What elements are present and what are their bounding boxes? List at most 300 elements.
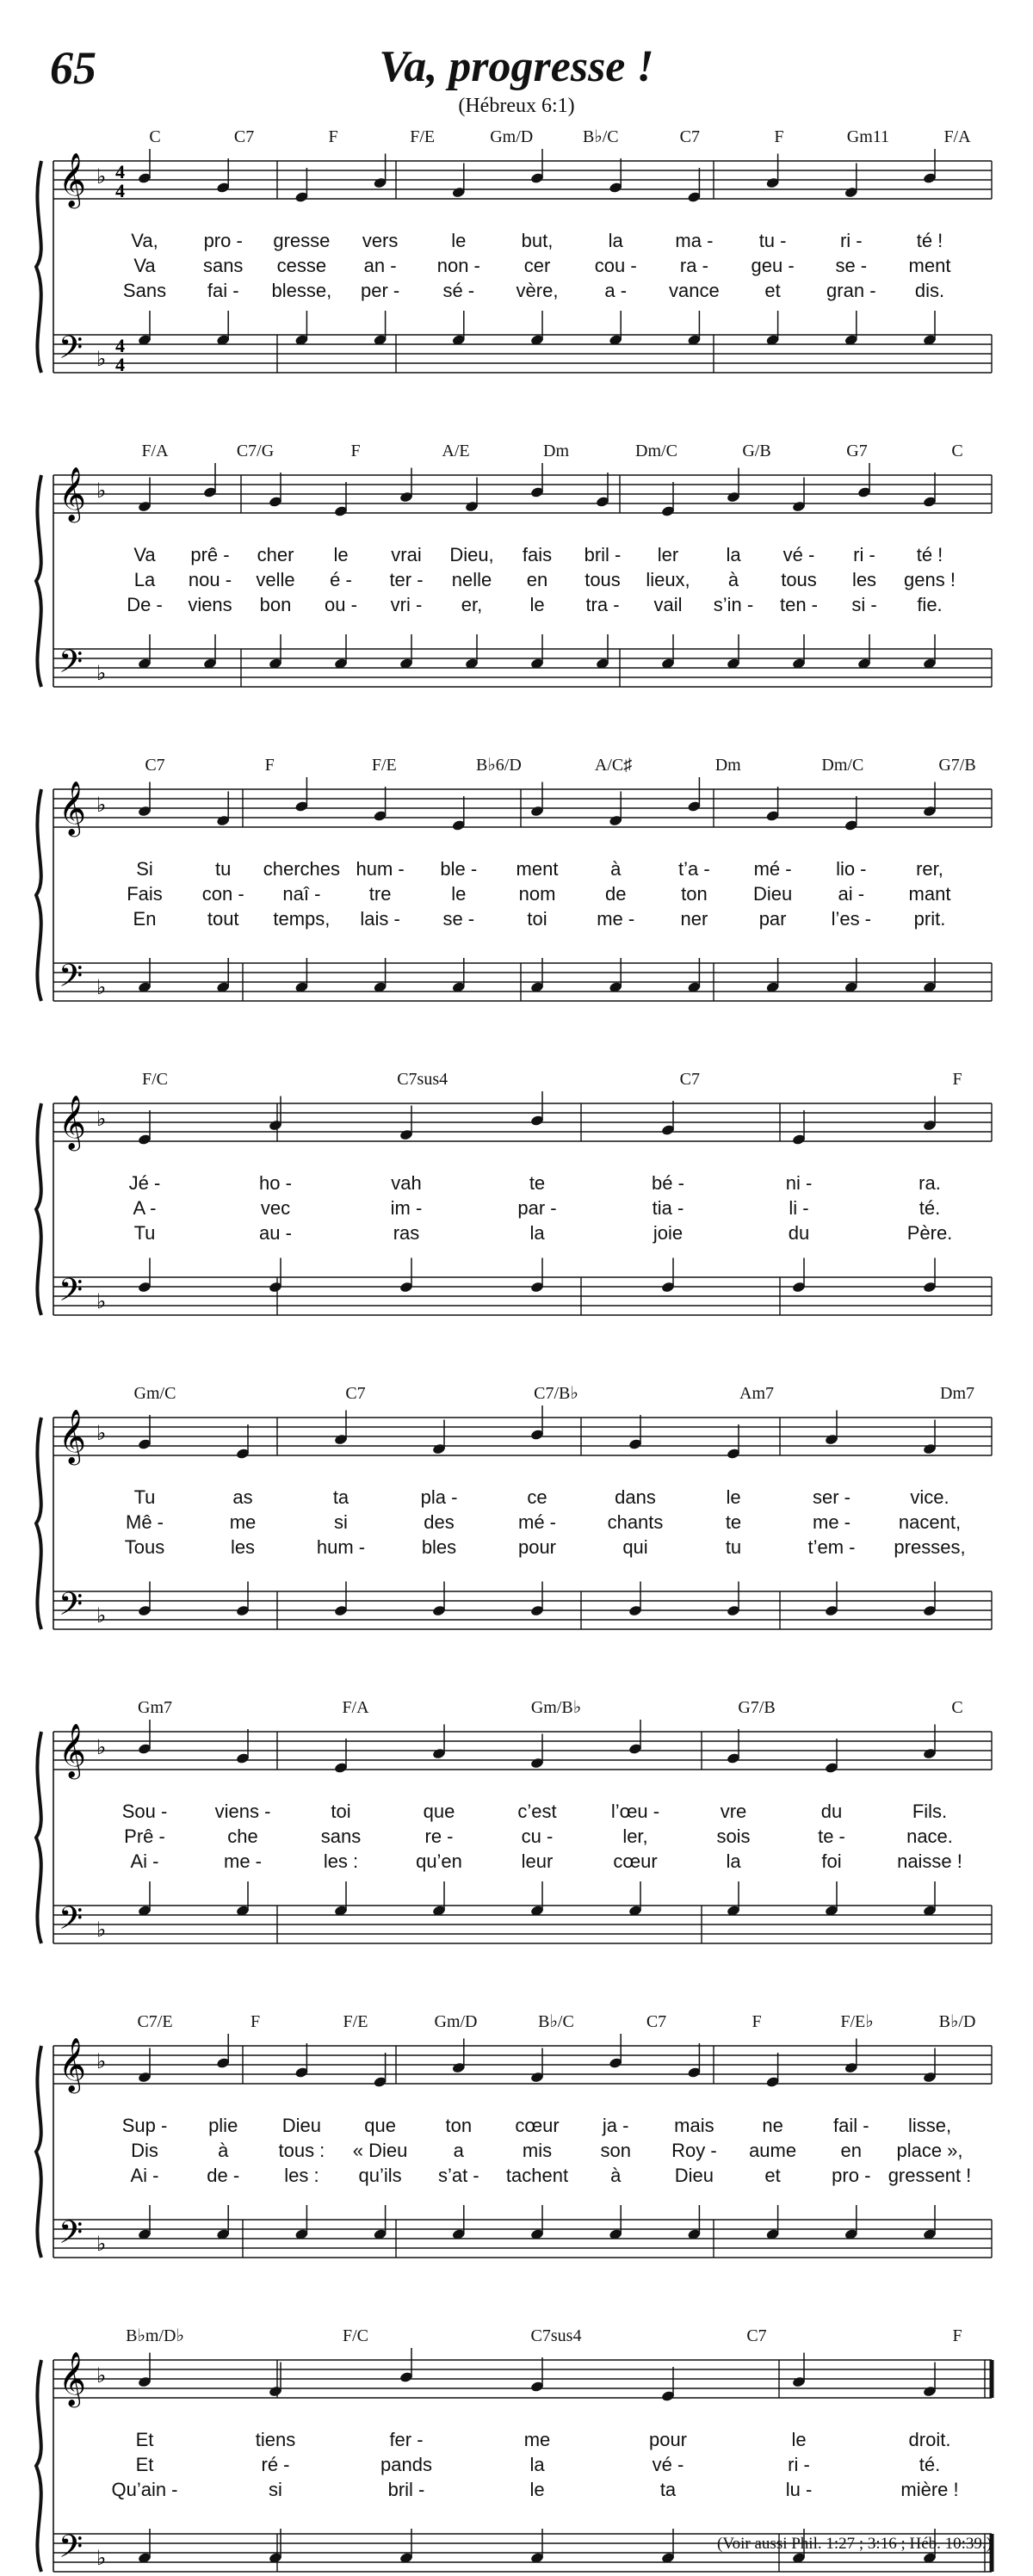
brace (36, 1103, 41, 1315)
lyric-syllable: ri - (788, 2454, 810, 2475)
lyric-syllable: du (820, 1801, 843, 1822)
lyric-syllable: tia - (652, 1197, 684, 1219)
lyric-syllable: cesse (276, 255, 327, 276)
lyric-syllable: naisse ! (897, 1850, 962, 1872)
chord-symbol: F/E (343, 2012, 368, 2031)
lyric-syllable: Dieu (281, 2115, 322, 2136)
lyric-syllable: que (423, 1801, 455, 1822)
lyric-syllable: Ai - (130, 2165, 159, 2186)
lyric-syllable: ne (762, 2115, 783, 2136)
lyric-syllable: Et (135, 2429, 154, 2450)
lyric-syllable: les : (323, 1850, 359, 1872)
lyric-syllable: blesse, (271, 280, 332, 301)
chord-symbol: Gm/C (133, 1384, 176, 1403)
lyric-syllable: gens ! (904, 569, 956, 590)
lyric-syllable: des (424, 1511, 455, 1533)
lyric-syllable: fail - (833, 2115, 869, 2136)
lyric-syllable: de - (207, 2165, 240, 2186)
lyric-syllable: velle (256, 569, 295, 590)
lyric-syllable: la (529, 1222, 545, 1244)
chord-symbol: Dm (714, 756, 741, 775)
lyric-syllable: et (764, 2165, 781, 2186)
lyric-syllable: ter - (389, 569, 424, 590)
lyric-syllable: les : (284, 2165, 319, 2186)
chord-symbol: Dm (543, 442, 569, 460)
lyric-syllable: nom (518, 883, 556, 905)
treble-clef-icon: 𝄞 (59, 2037, 86, 2091)
lyric-syllable: tous : (278, 2140, 325, 2161)
lyric-syllable: vé - (782, 544, 815, 565)
chord-symbol: C7/E (137, 2012, 173, 2031)
scripture-reference: (Hébreux 6:1) (458, 95, 575, 117)
lyric-syllable: ras (393, 1222, 420, 1244)
lyric-syllable: Jé - (128, 1172, 161, 1194)
lyric-syllable: l’œu - (610, 1801, 660, 1822)
lyric-syllable: le (451, 230, 467, 251)
lyric-syllable: mais (674, 2115, 714, 2136)
lyric-syllable: pro - (832, 2165, 871, 2186)
lyric-syllable: Si (136, 858, 153, 880)
chord-symbol: C7 (679, 127, 701, 146)
chord-symbol: Gm/D (490, 127, 534, 146)
lyric-syllable: Dieu (752, 883, 793, 905)
lyric-syllable: Tu (133, 1222, 156, 1244)
lyric-syllable: viens (188, 594, 232, 615)
music-system (36, 756, 992, 1002)
lyric-syllable: Fils. (912, 1801, 948, 1822)
lyric-syllable: me - (597, 908, 635, 930)
music-system (36, 442, 992, 688)
lyric-syllable: fais (522, 544, 553, 565)
lyric-syllable: leur (521, 1850, 554, 1872)
lyric-syllable: vri - (390, 594, 423, 615)
chord-symbol: A/E (442, 442, 470, 460)
lyric-syllable: De - (127, 594, 163, 615)
bass-clef-icon: 𝄢 (59, 330, 84, 374)
lyric-syllable: cher (257, 544, 294, 565)
flat-icon: ♭ (96, 166, 107, 188)
chord-symbol: C7 (679, 1070, 701, 1089)
lyric-syllable: aume (749, 2140, 797, 2161)
lyric-syllable: é - (330, 569, 352, 590)
chord-symbol: G7 (846, 442, 868, 460)
lyric-syllable: vé - (652, 2454, 684, 2475)
lyric-syllable: chants (607, 1511, 664, 1533)
lyric-syllable: té ! (916, 230, 943, 251)
lyric-syllable: bon (259, 594, 292, 615)
lyric-syllable: de (604, 883, 627, 905)
chord-symbol: B♭/C (538, 2012, 574, 2031)
chord-symbol: F/A (943, 127, 971, 146)
lyric-syllable: cœur (613, 1850, 658, 1872)
lyric-syllable: hum - (356, 858, 405, 880)
lyric-syllable: cherches (263, 858, 341, 880)
chord-symbol: G7/B (738, 1698, 776, 1717)
lyric-syllable: t’em - (807, 1536, 856, 1558)
lyric-syllable: a - (604, 280, 628, 301)
lyric-syllable: mant (908, 883, 951, 905)
lyric-syllable: fai - (207, 280, 239, 301)
lyric-syllable: ré - (261, 2454, 290, 2475)
lyric-syllable: té. (919, 1197, 941, 1219)
chord-symbol: F (752, 2012, 762, 2031)
lyric-syllable: hum - (316, 1536, 366, 1558)
lyric-syllable: geu - (751, 255, 795, 276)
music-system (36, 127, 992, 375)
chord-symbol: C7sus4 (397, 1070, 448, 1089)
chord-symbol: B♭6/D (476, 756, 522, 775)
chord-symbol: F (774, 127, 784, 146)
lyric-syllable: en (526, 569, 548, 590)
flat-icon: ♭ (96, 663, 107, 685)
lyric-syllable: ton (445, 2115, 473, 2136)
lyric-syllable: place », (896, 2140, 963, 2161)
lyric-syllable: Père. (906, 1222, 953, 1244)
chord-symbol: F (328, 127, 338, 146)
lyric-syllable: mière ! (900, 2479, 959, 2500)
time-signature: 4 (115, 180, 125, 201)
flat-icon: ♭ (96, 1605, 107, 1628)
lyric-syllable: Dieu, (449, 544, 494, 565)
chord-symbol: B♭m/D♭ (126, 2326, 184, 2345)
lyric-syllable: tu - (758, 230, 787, 251)
brace (36, 789, 41, 1001)
lyric-syllable: gresse (273, 230, 331, 251)
treble-clef-icon: 𝄞 (59, 2351, 86, 2406)
lyric-syllable: En (133, 908, 157, 930)
lyric-syllable: foi (821, 1850, 842, 1872)
lyric-syllable: vère, (516, 280, 559, 301)
lyric-syllable: Va, (131, 230, 158, 251)
lyric-syllable: vice. (910, 1486, 949, 1508)
lyric-syllable: Mê - (126, 1511, 164, 1533)
treble-clef-icon: 𝄞 (59, 1095, 86, 1149)
chord-symbol: Gm/B♭ (530, 1698, 582, 1717)
lyric-syllable: tre (368, 883, 392, 905)
lyric-syllable: nelle (451, 569, 492, 590)
lyric-syllable: en (840, 2140, 863, 2161)
music-system (36, 1698, 992, 1944)
brace (36, 475, 41, 687)
lyric-syllable: cer (523, 255, 551, 276)
lyric-syllable: ou - (325, 594, 357, 615)
lyric-syllable: joie (653, 1222, 684, 1244)
lyric-syllable: se - (442, 908, 475, 930)
lyric-syllable: Tous (124, 1536, 165, 1558)
flat-icon: ♭ (96, 480, 107, 503)
lyric-syllable: Dis (131, 2140, 158, 2161)
lyric-syllable: tu (725, 1536, 742, 1558)
treble-clef-icon: 𝄞 (59, 466, 86, 521)
flat-icon: ♭ (96, 349, 107, 371)
lyric-syllable: Sans (122, 280, 167, 301)
lyric-syllable: pour (517, 1536, 557, 1558)
lyric-syllable: ler, (622, 1825, 648, 1847)
time-signature: 4 (115, 335, 125, 356)
footnote: (Voir aussi Phil. 1:27 ; 3:16 ; Héb. 10:39.) (717, 2535, 992, 2553)
lyric-syllable: re - (424, 1825, 454, 1847)
lyric-syllable: me (523, 2429, 551, 2450)
lyric-syllable: qui (622, 1536, 648, 1558)
lyric-syllable: Roy - (671, 2140, 717, 2161)
lyric-syllable: Et (135, 2454, 154, 2475)
lyric-syllable: ser - (813, 1486, 851, 1508)
lyric-syllable: ri - (853, 544, 875, 565)
lyric-syllable: plie (208, 2115, 238, 2136)
lyric-syllable: lu - (785, 2479, 813, 2500)
treble-clef-icon: 𝄞 (59, 152, 86, 207)
chord-symbol: F/E (371, 756, 397, 775)
flat-icon: ♭ (96, 2051, 107, 2073)
chord-symbol: B♭/D (938, 2012, 976, 2031)
lyric-syllable: Ai - (130, 1850, 159, 1872)
lyric-syllable: Sou - (121, 1801, 168, 1822)
lyric-syllable: Va (133, 255, 156, 276)
flat-icon: ♭ (96, 1919, 107, 1942)
chord-symbol: F/A (342, 1698, 369, 1717)
time-signature: 4 (115, 354, 125, 375)
chord-symbol: C7 (746, 2326, 767, 2345)
lyric-syllable: pla - (420, 1486, 458, 1508)
chord-symbol: C7 (345, 1384, 366, 1403)
flat-icon: ♭ (96, 1423, 107, 1445)
lyric-syllable: te (725, 1511, 742, 1533)
brace (36, 2046, 41, 2258)
lyric-syllable: ble - (440, 858, 478, 880)
chord-symbol: C7sus4 (530, 2326, 582, 2345)
lyric-syllable: temps, (273, 908, 331, 930)
lyric-syllable: viens - (214, 1801, 271, 1822)
lyric-syllable: ri - (839, 230, 863, 251)
chord-symbol: F (350, 442, 361, 460)
lyric-syllable: si - (851, 594, 877, 615)
music-system (36, 2012, 992, 2258)
lyric-syllable: vers (362, 230, 399, 251)
chord-symbol: F (952, 1070, 962, 1089)
lyric-syllable: ner (680, 908, 708, 930)
chord-symbol: Dm7 (940, 1384, 974, 1403)
lyric-syllable: pour (648, 2429, 688, 2450)
lyric-syllable: ja - (602, 2115, 629, 2136)
chord-symbol: G/B (742, 442, 771, 460)
lyric-syllable: Fais (127, 883, 163, 905)
lyric-syllable: li - (789, 1197, 809, 1219)
lyric-syllable: vrai (391, 544, 422, 565)
lyric-syllable: par (758, 908, 787, 930)
lyric-syllable: nou - (188, 569, 232, 590)
flat-icon: ♭ (96, 1737, 107, 1759)
lyric-syllable: à (218, 2140, 229, 2161)
lyric-syllable: gressent ! (888, 2165, 972, 2186)
chord-symbol: Am7 (739, 1384, 774, 1403)
lyric-syllable: Prê - (124, 1825, 165, 1847)
lyric-syllable: bé - (652, 1172, 684, 1194)
lyric-syllable: toi (527, 908, 547, 930)
hymn-number: 65 (50, 42, 96, 94)
lyric-syllable: au - (259, 1222, 292, 1244)
lyric-syllable: mé - (518, 1511, 556, 1533)
lyric-syllable: me (229, 1511, 257, 1533)
lyric-syllable: mé - (753, 858, 792, 880)
lyric-syllable: vre (720, 1801, 747, 1822)
lyric-syllable: s’at - (437, 2165, 479, 2186)
lyric-syllable: ce (527, 1486, 547, 1508)
chord-symbol: C7 (145, 756, 165, 775)
lyric-syllable: si (334, 1511, 348, 1533)
lyric-syllable: me - (813, 1511, 851, 1533)
chord-symbol: Dm/C (821, 756, 864, 775)
lyric-syllable: tiens (255, 2429, 296, 2450)
lyric-syllable: té. (919, 2454, 941, 2475)
lyric-syllable: sois (716, 1825, 751, 1847)
lyric-syllable: que (364, 2115, 396, 2136)
lyric-syllable: fer - (389, 2429, 424, 2450)
time-signature: 4 (115, 161, 125, 182)
lyric-syllable: la (726, 1850, 741, 1872)
lyric-syllable: La (133, 569, 156, 590)
lyric-syllable: sans (320, 1825, 362, 1847)
treble-clef-icon: 𝄞 (59, 1409, 86, 1463)
lyric-syllable: bril - (584, 544, 622, 565)
lyric-syllable: but, (521, 230, 554, 251)
lyric-syllable: che (227, 1825, 258, 1847)
lyric-syllable: pands (380, 2454, 432, 2475)
lyric-syllable: con - (201, 883, 244, 905)
lyric-syllable: à (610, 858, 622, 880)
lyric-syllable: ta (659, 2479, 677, 2500)
flat-icon: ♭ (96, 977, 107, 999)
treble-clef-icon: 𝄞 (59, 1723, 86, 1777)
lyric-syllable: c’est (517, 1801, 557, 1822)
lyric-syllable: qu’en (416, 1850, 462, 1872)
lyric-syllable: toi (331, 1801, 351, 1822)
lyric-syllable: bles (421, 1536, 457, 1558)
lyric-syllable: prit. (913, 908, 946, 930)
chord-symbol: C (951, 1698, 963, 1717)
lyric-syllable: s’in - (713, 594, 754, 615)
lyric-syllable: ma - (675, 230, 714, 251)
chord-symbol: B♭/C (582, 127, 619, 146)
flat-icon: ♭ (96, 2233, 107, 2256)
lyric-syllable: si (269, 2479, 282, 2500)
lyric-syllable: naî - (282, 883, 321, 905)
brace (36, 161, 41, 373)
lyric-syllable: cu - (521, 1825, 554, 1847)
lyric-syllable: à (727, 569, 739, 590)
lyric-syllable: Qu’ain - (111, 2479, 178, 2500)
lyric-syllable: vance (669, 280, 720, 301)
chord-symbol: F/C (342, 2326, 369, 2345)
lyric-syllable: pro - (203, 230, 243, 251)
bass-clef-icon: 𝄢 (59, 2215, 84, 2258)
lyric-syllable: me - (224, 1850, 262, 1872)
lyric-syllable: qu’ils (358, 2165, 402, 2186)
lyric-syllable: ten - (779, 594, 819, 615)
chord-symbol: C (149, 127, 161, 146)
chord-symbol: C7 (646, 2012, 667, 2031)
flat-icon: ♭ (96, 1291, 107, 1313)
bass-clef-icon: 𝄢 (59, 1272, 84, 1316)
chord-symbol: Gm11 (846, 127, 890, 146)
lyric-syllable: cou - (594, 255, 637, 276)
lyric-syllable: as (232, 1486, 253, 1508)
lyric-syllable: ho - (259, 1172, 292, 1194)
lyric-syllable: et (764, 280, 781, 301)
chord-symbol: C (951, 442, 963, 460)
lyric-syllable: dans (615, 1486, 656, 1508)
lyric-syllable: Tu (133, 1486, 156, 1508)
lyric-syllable: per - (360, 280, 400, 301)
lyric-syllable: te - (818, 1825, 845, 1847)
lyric-syllable: l’es - (831, 908, 872, 930)
flat-icon: ♭ (96, 2548, 107, 2570)
lyric-syllable: le (529, 2479, 545, 2500)
flat-icon: ♭ (96, 794, 107, 817)
lyric-syllable: le (333, 544, 349, 565)
flat-icon: ♭ (96, 1109, 107, 1131)
lyric-syllable: du (788, 1222, 810, 1244)
lyric-syllable: nace. (906, 1825, 953, 1847)
lyric-syllable: le (451, 883, 467, 905)
lyric-syllable: presses, (894, 1536, 966, 1558)
lyric-syllable: droit. (908, 2429, 951, 2450)
flat-icon: ♭ (96, 2365, 107, 2388)
treble-clef-icon: 𝄞 (59, 781, 86, 835)
music-system (36, 1384, 992, 1630)
lyric-syllable: à (610, 2165, 622, 2186)
lyric-syllable: ai - (838, 883, 865, 905)
lyric-syllable: tous (585, 569, 621, 590)
lyric-syllable: le (529, 594, 545, 615)
lyric-syllable: Va (133, 544, 156, 565)
lyric-syllable: gran - (826, 280, 876, 301)
lyric-syllable: fie. (917, 594, 943, 615)
lyric-syllable: dis. (914, 280, 945, 301)
chord-symbol: A/C♯ (594, 756, 633, 775)
lyric-syllable: non - (436, 255, 480, 276)
chord-symbol: F (250, 2012, 261, 2031)
lyric-syllable: tu (215, 858, 232, 880)
lyric-syllable: ta (332, 1486, 349, 1508)
lyric-syllable: tout (207, 908, 239, 930)
lyric-syllable: vail (653, 594, 683, 615)
chord-symbol: Gm/D (434, 2012, 478, 2031)
chord-symbol: F/E (410, 127, 436, 146)
chord-symbol: F/C (141, 1070, 169, 1089)
lyric-syllable: A - (133, 1197, 157, 1219)
lyric-syllable: ra. (919, 1172, 941, 1194)
chord-symbol: Dm/C (635, 442, 677, 460)
lyric-syllable: t’a - (678, 858, 710, 880)
chord-symbol: C7/G (236, 442, 275, 460)
lyric-syllable: ler (657, 544, 679, 565)
lyric-syllable: les (230, 1536, 256, 1558)
lyric-syllable: les (851, 569, 877, 590)
lyric-syllable: tachent (505, 2165, 569, 2186)
lyric-syllable: vec (260, 1197, 291, 1219)
chord-symbol: F/A (141, 442, 169, 460)
bass-clef-icon: 𝄢 (59, 958, 84, 1002)
lyric-syllable: se - (835, 255, 868, 276)
lyric-syllable: bril - (387, 2479, 425, 2500)
lyric-syllable: ra - (679, 255, 708, 276)
lyric-syllable: er, (461, 594, 483, 615)
lyric-syllable: sé - (442, 280, 475, 301)
bass-clef-icon: 𝄢 (59, 1900, 84, 1944)
lyric-syllable: Dieu (674, 2165, 714, 2186)
lyric-syllable: tra - (585, 594, 620, 615)
bass-clef-icon: 𝄢 (59, 2529, 84, 2573)
